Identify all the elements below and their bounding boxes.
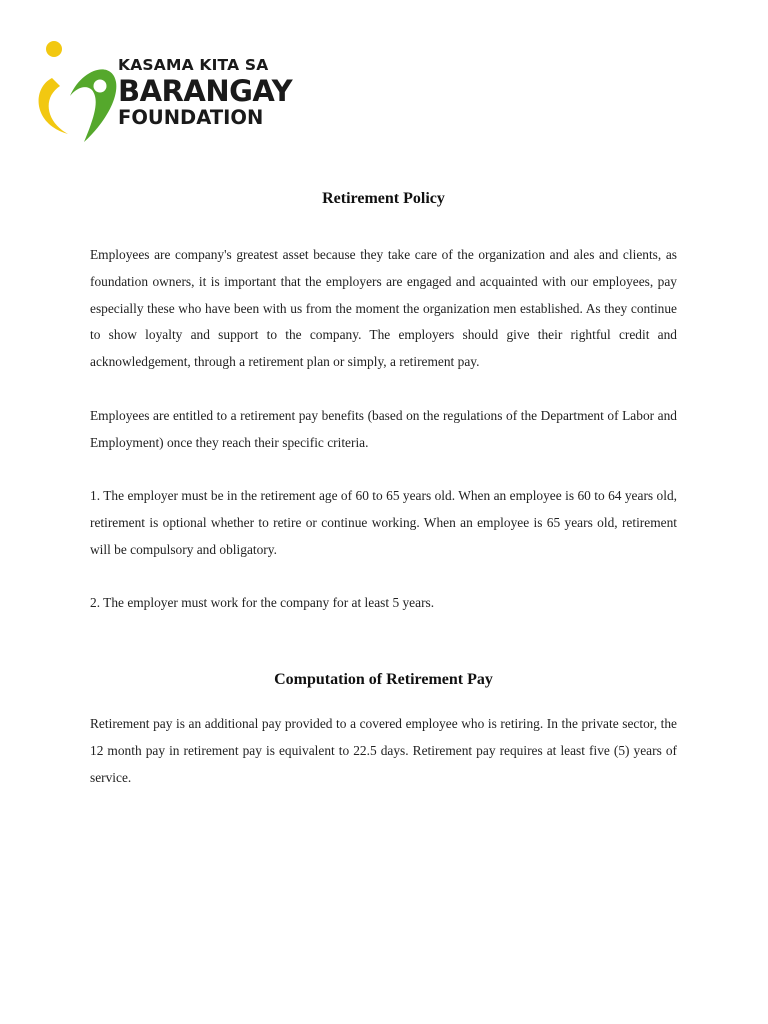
logo-figure-icon [30, 38, 130, 148]
section-title-computation: Computation of Retirement Pay [274, 671, 493, 689]
logo-text [118, 58, 292, 127]
foundation-logo [30, 38, 293, 148]
paragraph-computation: Retirement pay is an additional pay provided to a covered employee who is retiring. In the private sector, the 12 month pay in retirement pay is equivalent to 22.5 days. Retirement pay requires at least five (5) years of service. [90, 716, 677, 785]
criteria-item-1: 1. The employer must be in the retirement age of 60 to 65 years old. When an employee is 60 to 64 years old, retirement is optional whether to retire or continue working. When an employee is 65 years old, retirement will be compulsory and obligatory. [90, 488, 677, 557]
logo-line-1: KASAMA KITA SA [118, 56, 269, 74]
page-title: Retirement Policy [322, 190, 445, 207]
criteria-item-2: 2. The employer must work for the company for at least 5 years. [90, 595, 435, 611]
paragraph-entitlement: Employees are entitled to a retirement pay benefits (based on the regulations of the Department of Labor and Employment) once they reach their specific criteria. [90, 407, 677, 450]
logo-line-2: BARANGAY [118, 73, 293, 108]
logo-line-3: FOUNDATION [118, 105, 264, 129]
document-body [90, 190, 677, 818]
paragraph-intro: Employees are company's greatest asset because they take care of the organization and ales and clients, as foundation owners, it is important that the employers are engaged and acquainted with our employees, pay especially these who have been with us from the moment the organization men established. As they continue to show loyalty and support to the company. The employers should give their rightful credit and acknowledgement, through a retirement plan or simply, a retirement pay. [90, 247, 677, 370]
